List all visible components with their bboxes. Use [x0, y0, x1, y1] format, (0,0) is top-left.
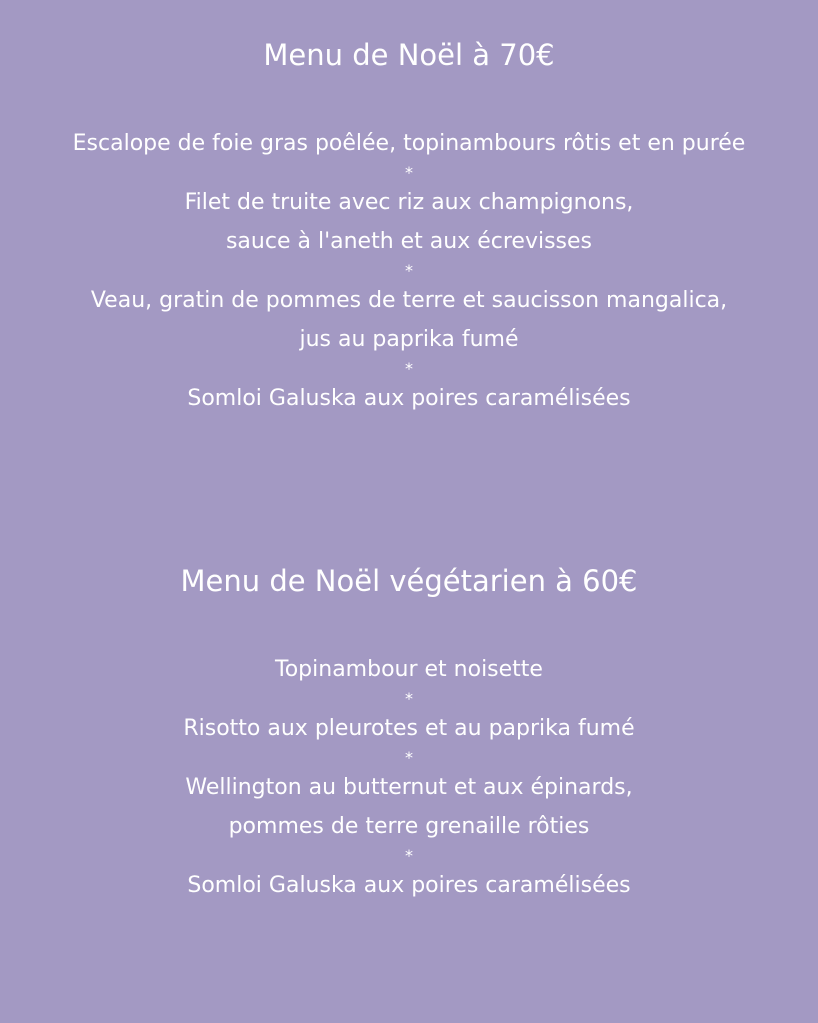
- course-line: Wellington au butternut et aux épinards,: [185, 775, 633, 800]
- course-main: [0, 768, 818, 846]
- course-line: Veau, gratin de pommes de terre et saucisson mangalica,: [90, 288, 728, 313]
- course-line: Escalope de foie gras poêlée, topinambours rôtis et en purée: [72, 131, 746, 156]
- course-main: [0, 281, 818, 359]
- course-line: sauce à l'aneth et aux écrevisses: [225, 229, 593, 254]
- course-starter: [0, 650, 818, 689]
- course-separator: *: [405, 846, 413, 865]
- menu-title: Menu de Noël à 70€: [263, 38, 555, 72]
- vegetarian-christmas-menu: [0, 560, 818, 905]
- course-separator: *: [405, 261, 413, 280]
- course-list: [0, 124, 818, 418]
- course-line: Risotto aux pleurotes et au paprika fumé: [183, 716, 635, 741]
- course-fish: [0, 183, 818, 261]
- course-risotto: [0, 709, 818, 748]
- course-dessert: [0, 866, 818, 905]
- course-separator: *: [405, 689, 413, 708]
- course-line: Somloi Galuska aux poires caramélisées: [187, 386, 631, 411]
- course-line: jus au paprika fumé: [299, 327, 519, 352]
- course-line: Filet de truite avec riz aux champignons,: [184, 190, 634, 215]
- course-separator: *: [405, 748, 413, 767]
- course-separator: *: [405, 163, 413, 182]
- menu-title: Menu de Noël végétarien à 60€: [180, 564, 638, 598]
- course-line: pommes de terre grenaille rôties: [228, 814, 590, 839]
- christmas-menu: [0, 34, 818, 418]
- course-list: [0, 650, 818, 905]
- course-line: Topinambour et noisette: [275, 657, 543, 682]
- course-starter: [0, 124, 818, 163]
- course-dessert: [0, 379, 818, 418]
- course-separator: *: [405, 359, 413, 378]
- course-line: Somloi Galuska aux poires caramélisées: [187, 873, 631, 898]
